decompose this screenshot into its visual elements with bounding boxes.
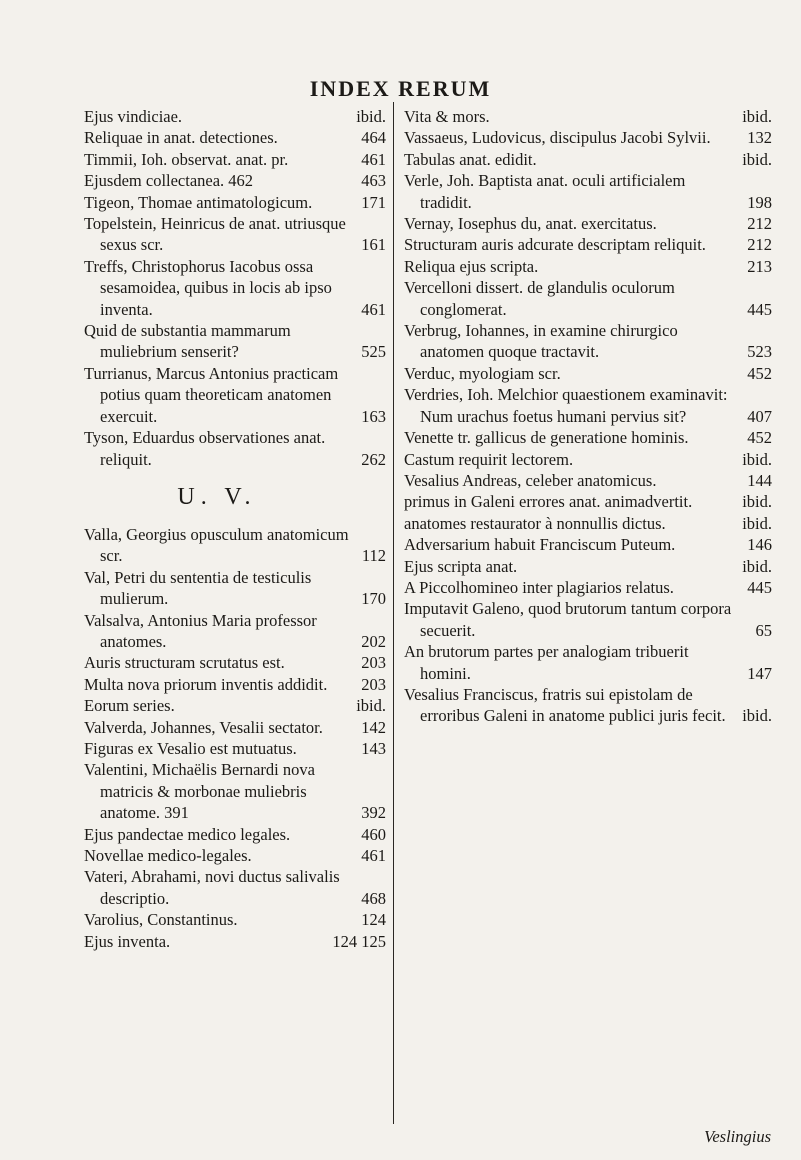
entry-text: Eorum series. [84,696,175,716]
index-entry [404,320,772,363]
entry-page: 143 [361,738,386,758]
index-entry [84,149,386,170]
entry-text: Timmii, Ioh. observat. anat. pr. [84,149,289,169]
entry-text: Verbrug, Iohannes, in examine chirurgico anatomen quoque tractavit. [404,321,678,362]
index-entry [84,717,386,738]
entry-page: 65 [755,620,772,640]
entry-text: Treffs, Christophorus Iacobus ossa sesamoidea, quibus in locis ab ipso inventa. [84,256,332,319]
index-entry [404,427,772,448]
index-entry [84,695,386,716]
index-entry [84,170,386,191]
index-entry [84,866,386,909]
entry-page: 460 [361,824,386,844]
entry-text: Vesalius Andreas, celeber anatomicus. [404,470,657,490]
entry-text: An brutorum partes per analogiam tribuerit homini. [404,642,689,683]
index-entry [404,470,772,491]
entry-text: Tabulas anat. edidit. [404,149,537,169]
entry-page: 198 [747,192,772,212]
entry-text: Structuram auris adcurate descriptam reliquit. [404,235,706,255]
entry-page: ibid. [742,449,772,469]
entry-page: 163 [361,406,386,426]
entry-text: Castum requirit lectorem. [404,449,574,469]
index-entry [404,384,772,427]
left-column [84,106,386,952]
entry-page: 124 [361,910,386,930]
entry-page: 445 [747,299,772,319]
index-entry [84,106,386,127]
index-entry [84,845,386,866]
entry-page: 392 [361,803,386,823]
entry-text: Valverda, Johannes, Vesalii sectator. [84,717,323,737]
index-entry [404,641,772,684]
entry-text: Tyson, Eduardus observationes anat. reliquit. [84,428,326,469]
index-entry [84,427,386,470]
index-entry [84,759,386,823]
index-entry [84,213,386,256]
index-entry [404,449,772,470]
catchword: Veslingius [704,1127,771,1146]
entry-text: Ejus pandectae medico legales. [84,824,291,844]
entry-page: 407 [747,406,772,426]
entry-page: 452 [747,363,772,383]
entry-page: 161 [361,235,386,255]
entry-page: 146 [747,535,772,555]
entry-text: Multa nova priorum inventis addidit. [84,674,328,694]
entry-text: Ejusdem collectanea. 462 [84,171,254,191]
entry-page: 212 [747,214,772,234]
entry-page: ibid. [742,513,772,533]
section-heading: U. V. [177,483,257,510]
right-column [404,106,772,727]
index-entry [404,363,772,384]
index-entry [404,277,772,320]
entry-text: Quid de substantia mammarum muliebrium senserit? [84,321,291,362]
entry-text: Imputavit Galeno, quod brutorum tantum corpora secuerit. [404,599,732,640]
entry-page: 452 [747,428,772,448]
entry-text: Reliquae in anat. detectiones. [84,128,278,148]
index-entry [84,567,386,610]
entry-page: 112 [361,546,386,566]
entry-page: ibid. [742,556,772,576]
entry-text: Val, Petri du sententia de testiculis mulierum. [84,567,312,609]
index-entry [84,738,386,759]
index-entry [404,577,772,598]
entry-text: Tigeon, Thomae antimatologicum. [84,192,313,212]
entry-text: Verdries, Ioh. Melchior quaestionem examinavit: Num urachus foetus humani pervius sit? [404,385,728,426]
index-entry [404,256,772,277]
entry-page: 262 [361,449,386,469]
index-entry [84,824,386,845]
entry-page: 463 [361,171,386,191]
entry-page: ibid. [356,107,386,126]
index-entry [404,513,772,534]
index-entry [404,213,772,234]
entry-text: Adversarium habuit Franciscum Puteum. [404,535,676,555]
index-entry [84,363,386,427]
entry-page: 147 [747,663,772,683]
entry-page: 203 [361,653,386,673]
index-entry [84,127,386,148]
entry-text: Venette tr. gallicus de generatione hominis. [404,428,689,448]
entry-page: ibid. [356,696,386,716]
index-entry [84,909,386,930]
entry-page: 124 125 [332,931,386,951]
entry-text: Valsalva, Antonius Maria professor anatomes. [84,610,317,651]
entry-text: Vesalius Franciscus, fratris sui epistolam de erroribus Galeni in anatome publici juris fecit. [404,684,726,726]
entry-text: Figuras ex Vesalio est mutuatus. [84,738,297,758]
entry-text: Ejus scripta anat. [404,556,518,576]
entry-page: ibid. [742,492,772,512]
entry-page: ibid. [742,149,772,169]
index-entry [84,192,386,213]
entry-page: 468 [361,888,386,908]
entry-text: Verduc, myologiam scr. [404,363,561,383]
entry-page: 171 [361,192,386,212]
index-entry [84,524,386,567]
entry-page: ibid. [742,706,772,726]
entry-text: Vassaeus, Ludovicus, discipulus Jacobi Sylvii. [404,128,711,148]
entry-text: Ejus inventa. [84,931,171,951]
entry-page: 170 [361,589,386,609]
entry-page: 132 [747,128,772,148]
index-entry [404,170,772,213]
entry-page: 464 [361,128,386,148]
column-divider [393,102,394,1124]
entry-text: Verle, Joh. Baptista anat. oculi artificialem tradidit. [404,171,686,212]
entry-text: A Piccolhomineo inter plagiarios relatus. [404,577,674,597]
entry-text: Auris structuram scrutatus est. [84,653,285,673]
entry-page: 525 [361,342,386,362]
entry-text: Topelstein, Heinricus de anat. utriusque sexus scr. [84,214,346,255]
index-entry [84,674,386,695]
entry-page: 523 [747,342,772,362]
page-header: INDEX RERUM [309,76,492,101]
index-entry [404,149,772,170]
index-entry [404,127,772,148]
index-entry [84,610,386,653]
index-entry [84,320,386,363]
entry-page: 202 [361,631,386,651]
index-entry [404,534,772,555]
index-entry [404,234,772,255]
index-entry [404,491,772,512]
entry-text: Novellae medico-legales. [84,846,252,865]
entry-page: ibid. [742,107,772,126]
entry-text: Reliqua ejus scripta. [404,256,539,276]
entry-page: 445 [747,577,772,597]
entry-page: 212 [747,235,772,255]
entry-page: 461 [361,846,386,865]
entry-text: Vateri, Abrahami, novi ductus salivalis descriptio. [84,867,340,908]
entry-page: 203 [361,674,386,694]
entry-text: Vernay, Iosephus du, anat. exercitatus. [404,214,657,234]
entry-page: 461 [361,149,386,169]
index-entry [404,684,772,727]
entry-page: 142 [361,717,386,737]
index-entry [84,256,386,320]
entry-text: Varolius, Constantinus. [84,910,238,930]
entry-text: Valentini, Michaëlis Bernardi nova matricis & morbonae muliebris anatome. 391 [84,760,315,823]
entry-text: Vita & mors. [404,107,490,126]
entry-text: Ejus vindiciae. [84,107,183,126]
index-entry [404,598,772,641]
entry-text: Turrianus, Marcus Antonius practicam potius quam theoreticam anatomen exercuit. [84,363,339,426]
entry-text: Valla, Georgius opusculum anatomicum scr. [84,524,349,566]
index-entry [84,931,386,952]
entry-page: 213 [747,256,772,276]
entry-text: anatomes restaurator à nonnullis dictus. [404,513,666,533]
entry-page: 461 [361,299,386,319]
entry-text: Vercelloni dissert. de glandulis oculorum conglomerat. [404,278,675,319]
entry-page: 144 [747,470,772,490]
index-entry [404,556,772,577]
entry-text: primus in Galeni errores anat. animadvertit. [404,492,693,512]
index-entry [404,106,772,127]
index-entry [84,652,386,673]
